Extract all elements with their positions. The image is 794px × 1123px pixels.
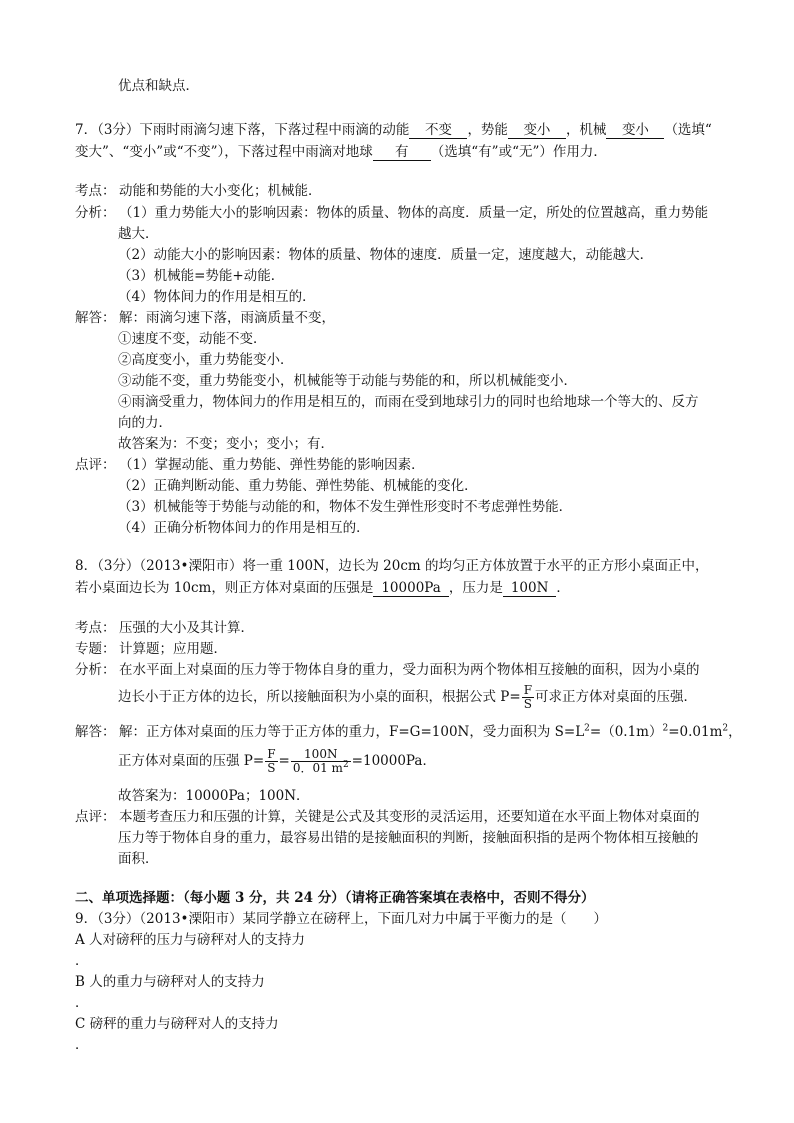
q7-dianping-line: （2）正确判断动能、重力势能、弹性势能、机械能的变化． xyxy=(118,478,478,494)
jieda-label: 解答： xyxy=(75,310,116,326)
q7-jieda-line: ③动能不变，重力势能变小，机械能等于动能与势能的和，所以机械能变小． xyxy=(118,373,577,389)
q8-stem-line1: 8．（3分）（2013•溧阳市）将一重 100N，边长为 20cm 的均匀正方体放置于水平的正方形小桌面正中， xyxy=(75,558,709,574)
q9-option-b: B 人的重力与磅秤对人的支持力 xyxy=(75,974,265,990)
pressure-value-fraction: $\frac{100N}{0.01 m^2}$ xyxy=(292,747,349,776)
q8-dianping-line: 面积． xyxy=(118,851,159,867)
q9-option-b-dot: ． xyxy=(75,995,89,1011)
q8-answer-blank-1: 10000Pa xyxy=(373,580,448,597)
q7-jieda-line: ①速度不变，动能不变． xyxy=(118,331,267,347)
q8-fenxi: 分析： 在水平面上对桌面的压力等于物体自身的重力，受力面积为两个物体相互接触的面积，因为小桌的 xyxy=(75,660,700,681)
q7-fenxi-line: （4）物体间力的作用是相互的． xyxy=(118,289,316,305)
q9-option-c-dot: ． xyxy=(75,1037,89,1053)
q8-dianping-line: 压力等于物体自身的重力，最容易出错的是接触面积的判断，接触面积指的是两个物体相互接触的 xyxy=(118,830,699,846)
q7-answer-blank-1: 不变 xyxy=(409,122,467,139)
q7-stem-line1: 7．（3分）下雨时雨滴匀速下落，下落过程中雨滴的动能 不变 ，势能 变小 ，机械 变小 （选填“ xyxy=(75,122,712,138)
q7-answer-blank-3: 变小 xyxy=(606,122,664,139)
q8-kaodian: 考点： 压强的大小及其计算． xyxy=(75,618,254,639)
q7-answer-blank-4: 有 xyxy=(373,144,431,161)
q9-option-a-dot: ． xyxy=(75,953,89,969)
q9-option-c: C 磅秤的重力与磅秤对人的支持力 xyxy=(75,1016,279,1032)
q7-stem-line2: 变大”、“变小”或“不变”），下落过程中雨滴对地球 有 （选填“有”或“无”）作用力． xyxy=(75,144,607,160)
q8-dianping: 点评： 本题考查压力和压强的计算，关键是公式及其变形的灵活运用，还要知道在水平面上物体对桌面的 xyxy=(75,807,700,828)
q8-fenxi-line2: 边长小于正方体的边长，所以接触面积为小桌的面积，根据公式 P= $\frac{F}{S}$ 可求正方体对桌面的压强． xyxy=(118,683,698,712)
q8-zhuanti: 专题： 计算题；应用题． xyxy=(75,639,227,660)
pressure-formula-fraction: $\frac{F}{S}$ xyxy=(267,747,276,776)
q7-fenxi-line: 越大． xyxy=(118,226,159,242)
previous-question-tail: 优点和缺点． xyxy=(118,78,199,94)
q7-fenxi: 分析： （1）重力势能大小的影响因素：物体的质量、物体的高度．质量一定，所处的位置越高，重力势能 xyxy=(75,203,708,224)
q8-answer-summary: 故答案为：10000Pa；100N． xyxy=(118,788,310,804)
q7-answer-blank-2: 变小 xyxy=(508,122,566,139)
q7-kaodian: 考点： 动能和势能的大小变化；机械能． xyxy=(75,181,322,202)
kaodian-label: 考点： xyxy=(75,620,116,636)
q8-jieda: 解答： 解：正方体对桌面的压力等于正方体的重力，F=G=100N，受力面积为 $S=L^2=(0.1m)^2=0.01m^2$， xyxy=(75,722,742,743)
q7-fenxi-line: （3）机械能=势能+动能． xyxy=(118,268,285,284)
q8-jieda-line2: 正方体对桌面的压强 P= $\frac{F}{S}$ = $\frac{100N}{0.01 m^2}$ =10000Pa． xyxy=(118,747,436,776)
zhuanti-label: 专题： xyxy=(75,641,116,657)
jieda-label: 解答： xyxy=(75,724,116,740)
q9-stem: 9．（3分）（2013•溧阳市）某同学静立在磅秤上，下面几对力中属于平衡力的是（ ） xyxy=(75,911,607,927)
q7-jieda: 解答： 解：雨滴匀速下落，雨滴质量不变， xyxy=(75,308,335,329)
section-heading: 二、单项选择题：（每小题 3 分，共 24 分）（请将正确答案填在表格中，否则不得分） xyxy=(75,890,595,906)
dianping-label: 点评： xyxy=(75,457,116,473)
kaodian-label: 考点： xyxy=(75,183,116,199)
q7-dianping-line: （4）正确分析物体间力的作用是相互的． xyxy=(118,520,370,536)
fenxi-label: 分析： xyxy=(75,662,116,678)
pressure-formula-fraction: $\frac{F}{S}$ xyxy=(523,683,533,712)
q7-dianping: 点评： （1）掌握动能、重力势能、弹性势能的影响因素． xyxy=(75,455,425,476)
q8-stem-line2: 若小桌面边长为 10cm，则正方体对桌面的压强是 10000Pa ，压力是 100N ． xyxy=(75,580,570,596)
q7-jieda-line: 向的力． xyxy=(118,415,172,431)
q7-dianping-line: （3）机械能等于势能与动能的和，物体不发生弹性形变时不考虑弹性势能． xyxy=(118,499,573,515)
dianping-label: 点评： xyxy=(75,809,116,825)
fenxi-label: 分析： xyxy=(75,205,116,221)
q9-option-a: A 人对磅秤的压力与磅秤对人的支持力 xyxy=(75,932,306,948)
q7-answer-summary: 故答案为：不变；变小；变小；有． xyxy=(118,436,334,452)
q7-fenxi-line: （2）动能大小的影响因素：物体的质量、物体的速度．质量一定，速度越大，动能越大． xyxy=(118,247,654,263)
q7-jieda-line: ②高度变小，重力势能变小． xyxy=(118,352,294,368)
q8-answer-blank-2: 100N xyxy=(503,580,557,597)
q7-jieda-line: ④雨滴受重力，物体间力的作用是相互的，而雨在受到地球引力的同时也给地球一个等大的、反方 xyxy=(118,394,699,410)
